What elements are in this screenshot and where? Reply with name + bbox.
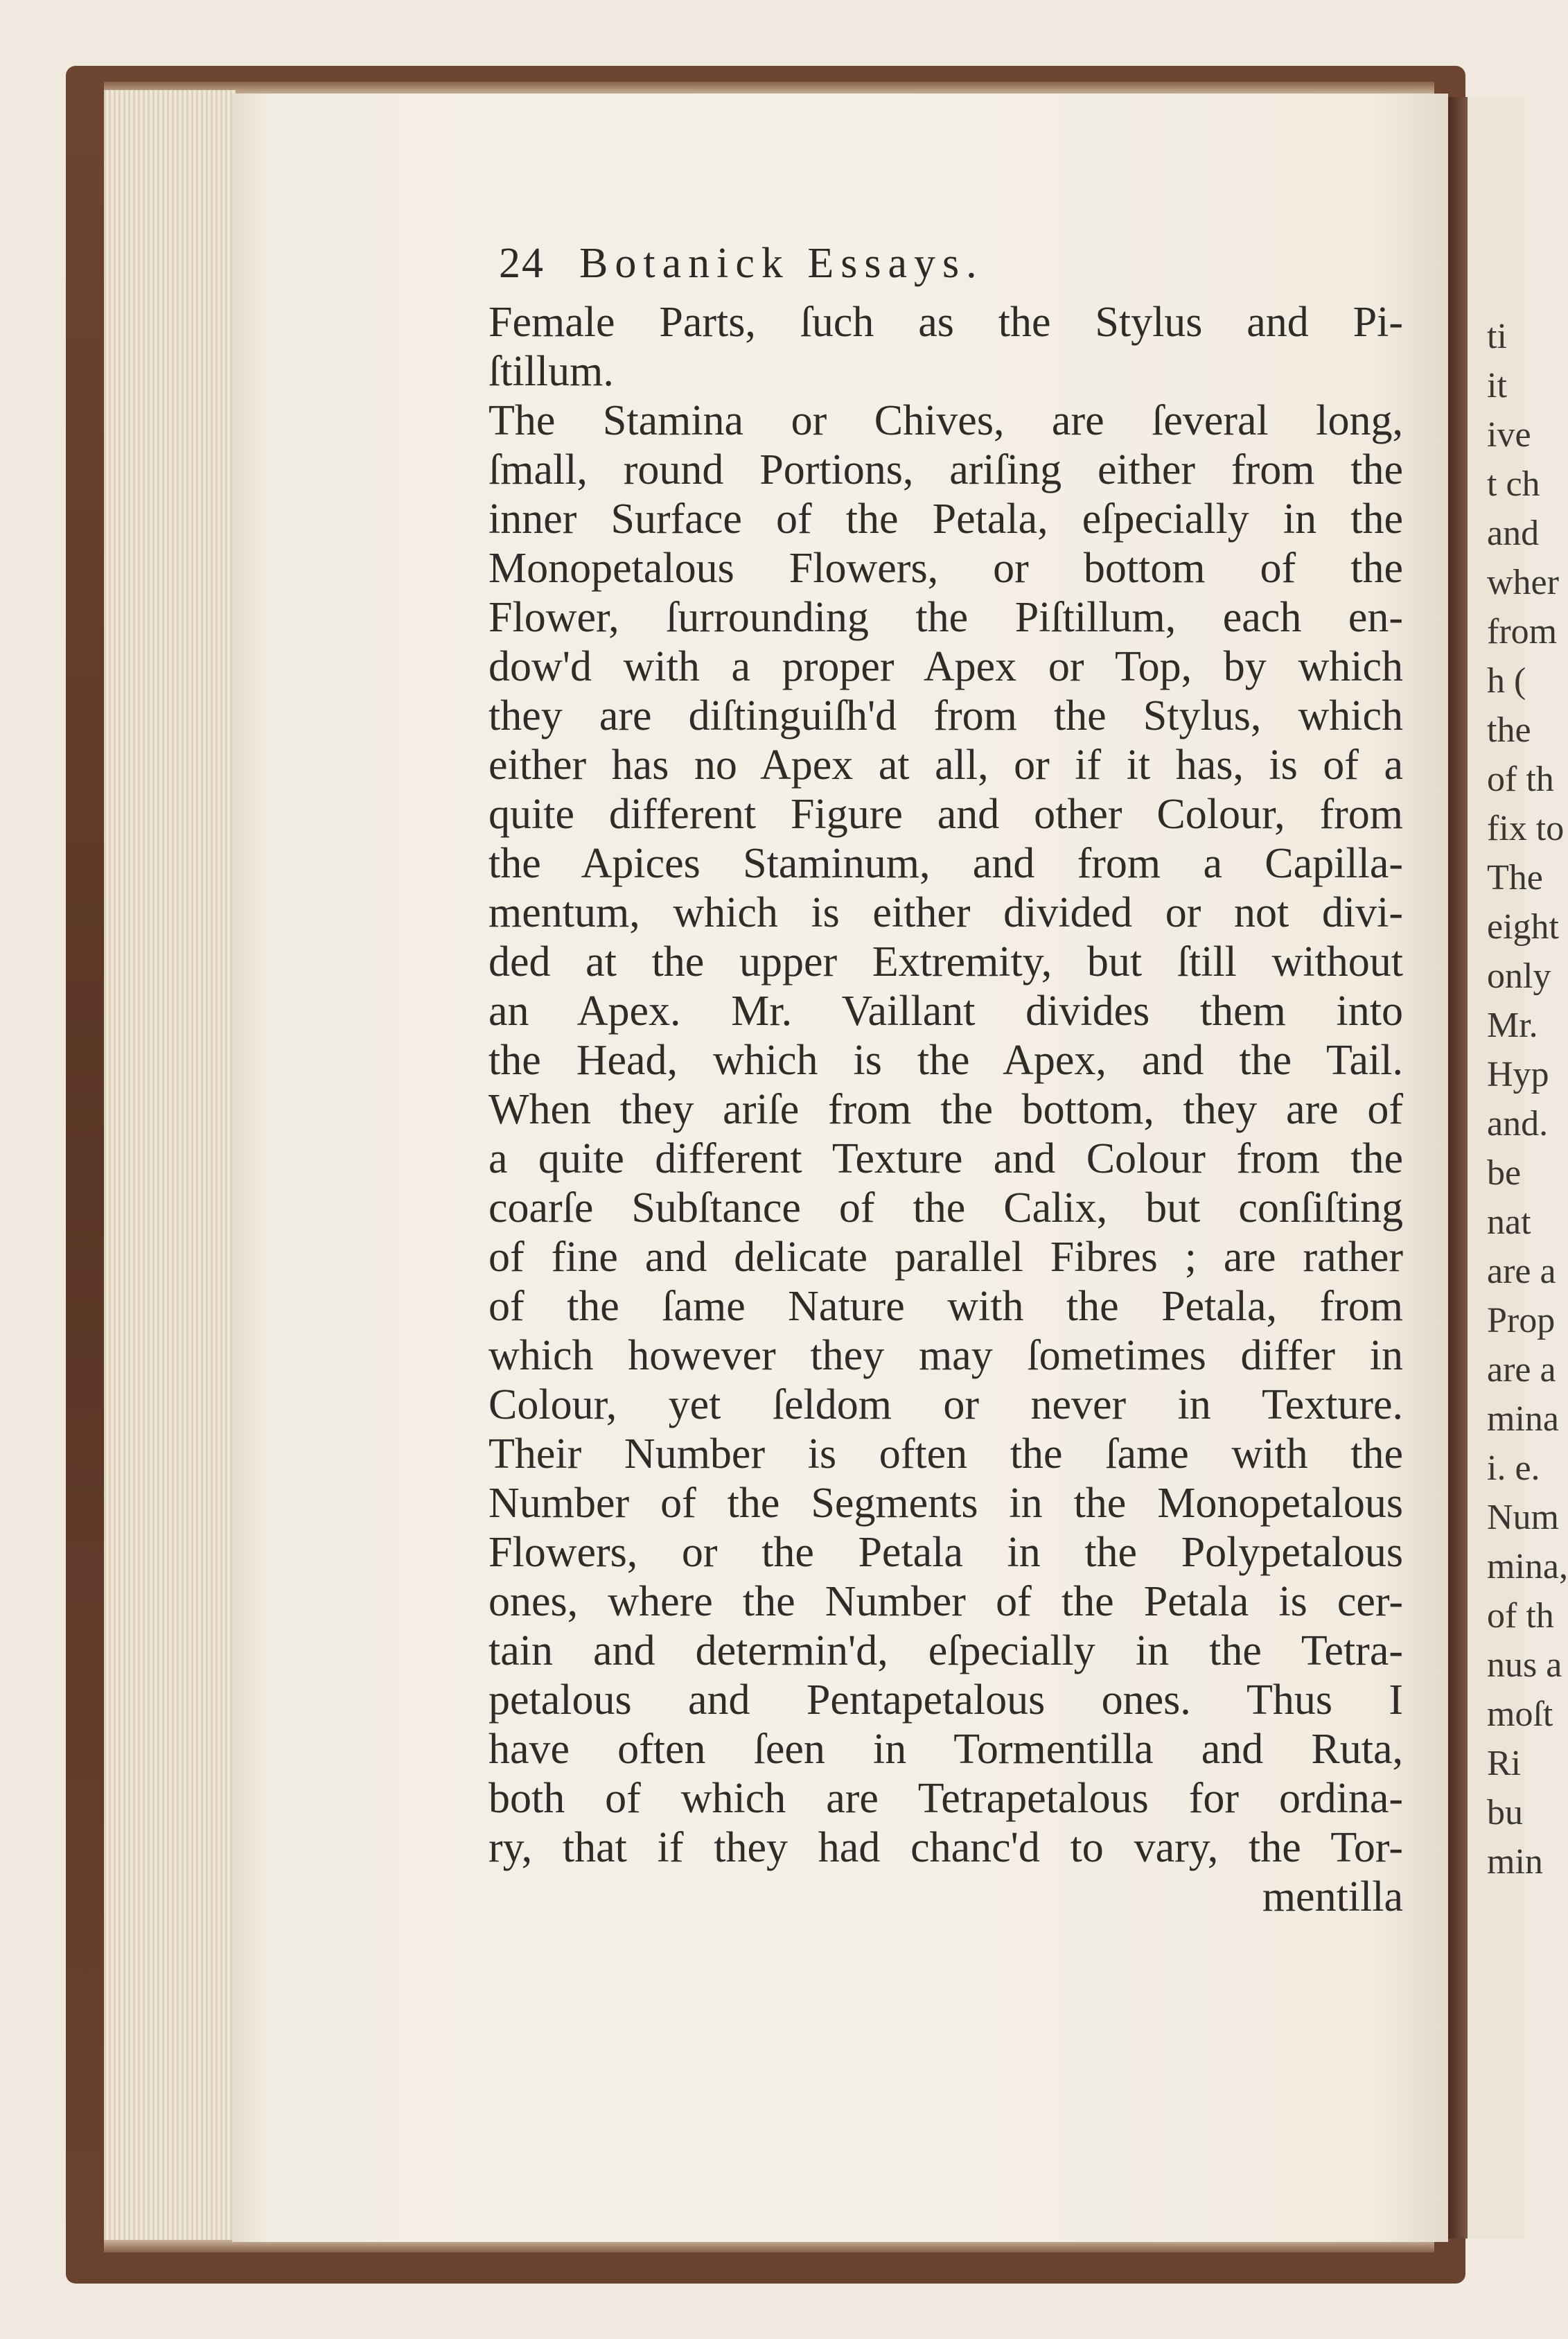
text-line: either has no Apex at all, or if it has, is of a xyxy=(488,742,1403,789)
text-line: When they ariſe from the bottom, they are of xyxy=(488,1086,1403,1133)
gutter xyxy=(1448,97,1469,2239)
facing-page-fragment: min xyxy=(1487,1842,1543,1882)
text-line: both of which are Tetrapetalous for ordina- xyxy=(488,1775,1403,1822)
running-title: Botanick Essays. xyxy=(579,240,984,287)
facing-page-fragment: wher xyxy=(1487,563,1559,602)
text-line: Flower, ſurrounding the Piſtillum, each en- xyxy=(488,594,1403,641)
text-line: of the ſame Nature with the Petala, from xyxy=(488,1283,1403,1330)
text-line: they are diſtinguiſh'd from the Stylus, which xyxy=(488,692,1403,739)
text-line: inner Surface of the Petala, eſpecially in the xyxy=(488,496,1403,543)
facing-page-fragment: be xyxy=(1487,1153,1522,1193)
text-line: ſmall, round Portions, ariſing either from the xyxy=(488,446,1403,493)
text-line: quite different Figure and other Colour, from xyxy=(488,791,1403,838)
facing-page-fragment: Mr. xyxy=(1487,1006,1538,1045)
facing-page-fragment: only xyxy=(1487,956,1551,996)
facing-page-fragment: i. e. xyxy=(1487,1448,1540,1488)
facing-page-fragment: the xyxy=(1487,710,1531,750)
text-line: of fine and delicate parallel Fibres ; are rather xyxy=(488,1234,1403,1281)
facing-page-fragment: and. xyxy=(1487,1104,1549,1144)
facing-page-fragment: of th xyxy=(1487,760,1554,799)
facing-page-fragment: nus a xyxy=(1487,1645,1562,1685)
text-line: a quite different Texture and Colour from the xyxy=(488,1135,1403,1182)
facing-page-fragment: bu xyxy=(1487,1793,1523,1832)
facing-page-fragment: Num xyxy=(1487,1498,1559,1537)
facing-page-fragment: mina, xyxy=(1487,1547,1568,1586)
text-line: the Apices Staminum, and from a Capilla- xyxy=(488,840,1403,887)
facing-page-fragment: it xyxy=(1487,366,1507,405)
text-line: mentum, which is either divided or not divi- xyxy=(488,889,1403,936)
facing-page-fragment: ti xyxy=(1487,317,1507,356)
text-line: an Apex. Mr. Vaillant divides them into xyxy=(488,988,1403,1035)
facing-page-fragment: from xyxy=(1487,612,1558,651)
text-line: Their Number is often the ſame with the xyxy=(488,1430,1403,1478)
text-line: ry, that if they had chanc'd to vary, the Tor- xyxy=(488,1824,1403,1871)
text-line: which however they may ſometimes differ in xyxy=(488,1332,1403,1379)
facing-page-fragment: Prop xyxy=(1487,1301,1556,1340)
facing-page-fragment: of th xyxy=(1487,1596,1554,1636)
facing-page-fragment: eight xyxy=(1487,907,1559,947)
facing-page-fragment: Hyp xyxy=(1487,1055,1549,1094)
facing-page xyxy=(1468,97,1568,2239)
body-text xyxy=(488,298,1403,1922)
facing-page-fragment: h ( xyxy=(1487,661,1526,701)
text-line: Monopetalous Flowers, or bottom of the xyxy=(488,545,1403,592)
page-edges-left xyxy=(104,90,236,2242)
text-line: tain and determin'd, eſpecially in the Tetra- xyxy=(488,1627,1403,1674)
facing-page-fragment: t ch xyxy=(1487,464,1540,504)
facing-page-fragment: ive xyxy=(1487,415,1531,455)
text-line: have often ſeen in Tormentilla and Ruta, xyxy=(488,1726,1403,1773)
text-line: petalous and Pentapetalous ones. Thus I xyxy=(488,1676,1403,1724)
text-line: Number of the Segments in the Monopetalous xyxy=(488,1480,1403,1527)
text-line: Female Parts, ſuch as the Stylus and Pi- xyxy=(488,299,1403,346)
text-line: dow'd with a proper Apex or Top, by which xyxy=(488,643,1403,690)
text-line: ſtillum. xyxy=(488,348,614,395)
text-line: ones, where the Number of the Petala is cer- xyxy=(488,1578,1403,1625)
text-line: ded at the upper Extremity, but ſtill without xyxy=(488,938,1403,985)
page-edges-top xyxy=(104,82,1434,94)
facing-page-fragment: are a xyxy=(1487,1350,1556,1390)
running-head xyxy=(499,236,984,291)
facing-page-fragment: are a xyxy=(1487,1252,1556,1291)
text-line: Colour, yet ſeldom or never in Texture. xyxy=(488,1381,1403,1428)
text-line: the Head, which is the Apex, and the Tail. xyxy=(488,1037,1403,1084)
facing-page-fragment: Ri xyxy=(1487,1744,1522,1783)
facing-page-fragment: mina xyxy=(1487,1399,1559,1439)
facing-page-fragment: The xyxy=(1487,858,1543,897)
facing-page-fragment: moſt xyxy=(1487,1694,1553,1734)
text-line: coarſe Subſtance of the Calix, but conſiſting xyxy=(488,1184,1403,1232)
facing-page-fragment: fix to xyxy=(1487,809,1565,848)
facing-page-fragment: and xyxy=(1487,514,1540,553)
text-line: Flowers, or the Petala in the Polypetalous xyxy=(488,1529,1403,1576)
text-line: mentilla xyxy=(1262,1873,1403,1920)
facing-page-fragment: nat xyxy=(1487,1202,1531,1242)
text-line: The Stamina or Chives, are ſeveral long, xyxy=(488,397,1403,444)
page-number: 24 xyxy=(499,240,545,287)
